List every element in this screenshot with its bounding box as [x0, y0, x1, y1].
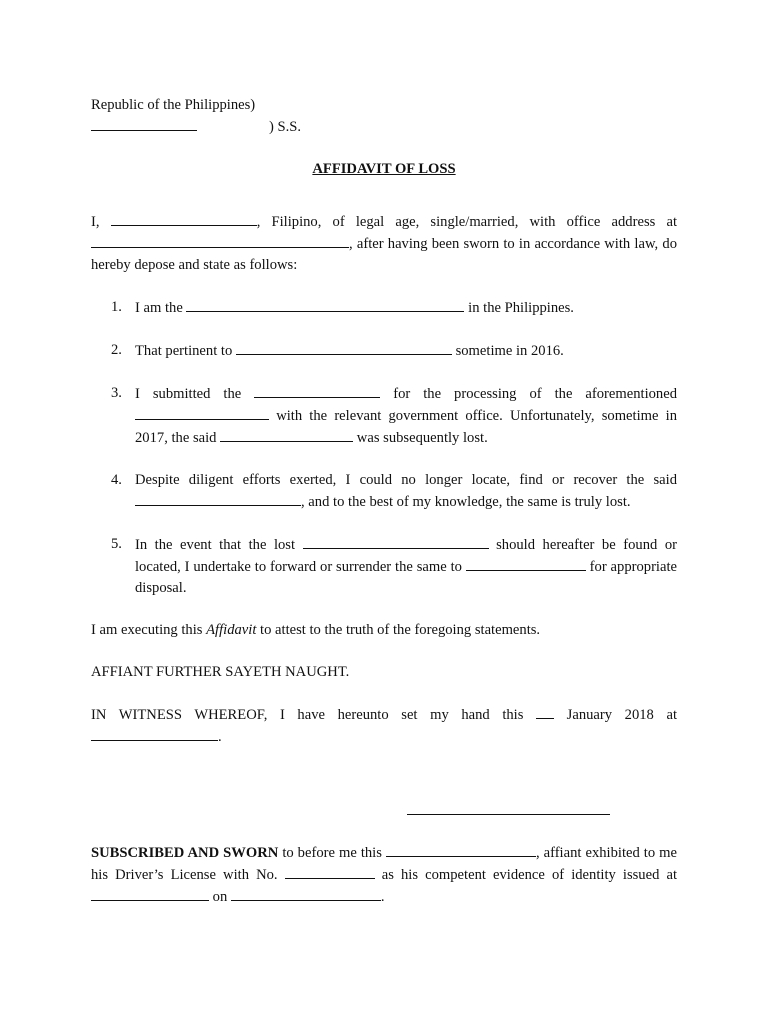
list-item — [91, 297, 677, 319]
pertinent-blank[interactable] — [236, 340, 452, 355]
republic-text: Republic of the Philippines) — [91, 97, 256, 113]
subscribed-text-4: on — [212, 889, 228, 905]
intro-paragraph — [91, 211, 677, 276]
affidavit-document — [91, 95, 677, 908]
surrender-to-blank[interactable] — [466, 556, 586, 571]
list-item — [91, 470, 677, 513]
list-item — [91, 383, 677, 449]
processing-blank[interactable] — [135, 405, 269, 420]
item-number: 1. — [111, 299, 122, 315]
naught-paragraph: AFFIANT FURTHER SAYETH NAUGHT. — [91, 664, 350, 680]
item-text: for appropriate disposal. — [135, 559, 678, 596]
list-item — [91, 340, 677, 362]
submitted-document-blank[interactable] — [254, 383, 380, 398]
executing-paragraph — [91, 620, 677, 641]
recover-item-blank[interactable] — [135, 491, 301, 506]
venue-line — [91, 116, 677, 137]
subscribed-text-5: . — [380, 889, 385, 905]
issued-at-blank[interactable] — [91, 886, 209, 901]
affiant-name-blank[interactable] — [111, 211, 257, 226]
subscribed-text-1: to before me this — [282, 845, 382, 861]
affidavit-italic: Affidavit — [206, 622, 257, 638]
item-text: should hereafter be found or located, I undertake to forward or surrender the same to — [135, 537, 677, 575]
item-number: 2. — [111, 342, 122, 358]
ss-text: ) S.S. — [269, 119, 302, 135]
day-blank[interactable] — [536, 704, 554, 719]
item-text: in the Philippines. — [468, 300, 574, 316]
intro-text-1: I, — [91, 214, 100, 230]
item-text: That pertinent to — [135, 343, 233, 359]
item-number: 3. — [111, 385, 122, 401]
executing-text-1: I am executing this — [91, 622, 203, 638]
witness-paragraph — [91, 704, 677, 748]
signature-line — [91, 800, 677, 821]
item-number: 5. — [111, 536, 122, 552]
executing-text-2: to attest to the truth of the foregoing statements. — [260, 622, 541, 638]
republic-line — [91, 95, 677, 116]
witness-text-3: . — [218, 729, 222, 745]
item-text: with the relevant government office. Unfortunately, sometime in 2017, the said — [135, 408, 677, 446]
item-text: sometime in 2016. — [455, 343, 564, 359]
witness-text-2: January 2018 at — [566, 707, 678, 723]
witness-text-1: IN WITNESS WHEREOF, I have hereunto set my hand this — [91, 707, 524, 723]
item-number: 4. — [111, 472, 122, 488]
lost-document-blank[interactable] — [220, 427, 353, 442]
statement-list — [91, 297, 677, 599]
item-text: I submitted the — [135, 386, 242, 402]
subscribed-paragraph — [91, 842, 677, 908]
intro-text-2: , Filipino, of legal age, single/married, with office address at — [256, 214, 677, 230]
item-text: was subsequently lost. — [356, 430, 488, 446]
position-blank[interactable] — [186, 297, 464, 312]
document-title: AFFIDAVIT OF LOSS — [312, 161, 456, 177]
office-address-blank[interactable] — [91, 233, 349, 248]
date-blank[interactable] — [386, 842, 536, 857]
intro-text-3: , after having been sworn to in accordance with law, do hereby depose and state as follows: — [91, 236, 677, 273]
list-item — [91, 534, 677, 599]
place-blank[interactable] — [91, 726, 218, 741]
issued-on-blank[interactable] — [231, 886, 381, 901]
item-text: , and to the best of my knowledge, the same is truly lost. — [301, 494, 631, 510]
item-text: Despite diligent efforts exerted, I could no longer locate, find or recover the said — [135, 472, 677, 488]
item-text: I am the — [135, 300, 183, 316]
subscribed-text-3: as his competent evidence of identity issued at — [381, 867, 677, 883]
lost-item-blank[interactable] — [303, 534, 489, 549]
affiant-signature-blank[interactable] — [407, 800, 610, 815]
venue-blank[interactable] — [91, 116, 197, 131]
subscribed-bold: SUBSCRIBED AND SWORN — [91, 845, 279, 861]
subscribed-text-2: , affiant exhibited to me his Driver’s License with No. — [91, 845, 677, 883]
item-text: In the event that the lost — [135, 537, 296, 553]
item-text: for the processing of the aforementioned — [393, 386, 677, 402]
license-number-blank[interactable] — [285, 864, 375, 879]
